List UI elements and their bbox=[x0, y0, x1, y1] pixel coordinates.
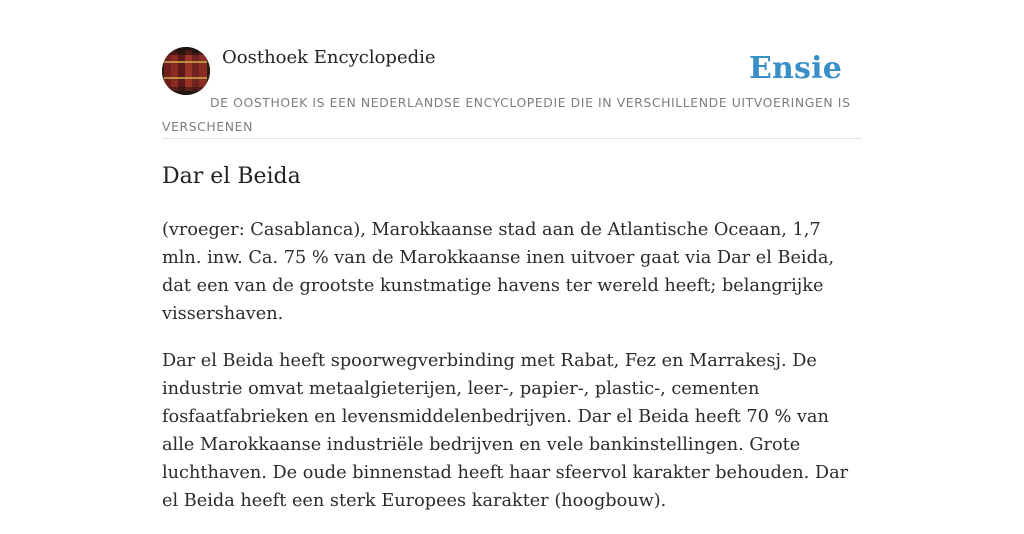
site-title[interactable]: Oosthoek Encyclopedie bbox=[222, 47, 436, 68]
page-container bbox=[162, 46, 862, 511]
article-body bbox=[162, 216, 862, 534]
brand-logo[interactable]: Ensie bbox=[748, 51, 842, 86]
site-tagline: DE OOSTHOEK IS EEN NEDERLANDSE ENCYCLOPEDIE DIE IN VERSCHILLENDE UITVOERINGEN IS VERSCHENEN bbox=[162, 95, 851, 134]
article-paragraph: Dar el Beida heeft spoorwegverbinding met Rabat, Fez en Marrakesj. De industrie omvat metaalgieterijen, leer-, papier-, plastic-, cementen fosfaatfabrieken en levensmiddelenbedrijven. Dar el Beida heeft 70 % van alle Marokkaanse industriële bedrijven en vele bankinstellingen. Grote luchthaven. De oude binnenstad heeft haar sfeervol karakter behouden. Dar el Beida heeft een sterk Europees karakter (hoogbouw). bbox=[162, 351, 849, 511]
site-header bbox=[162, 46, 862, 139]
article-paragraph: (vroeger: Casablanca), Marokkaanse stad aan de Atlantische Oceaan, 1,7 mln. inw. Ca. 75 % van de Marokkaanse inen uitvoer gaat via Dar el Beida, dat een van de grootste kunstmatige havens ter wereld heeft; belangrijke vissershaven. bbox=[162, 220, 835, 324]
encyclopedia-books-avatar-icon[interactable] bbox=[162, 47, 210, 95]
article-title: Dar el Beida bbox=[162, 164, 301, 189]
